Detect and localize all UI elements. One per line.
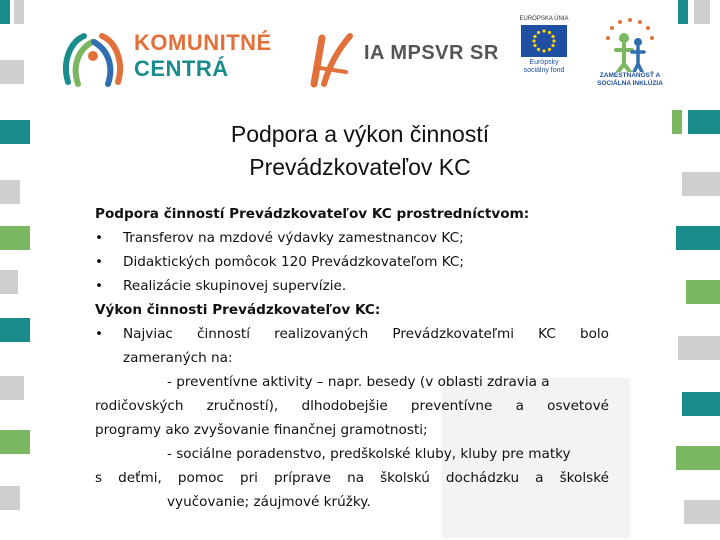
list-item xyxy=(95,274,609,298)
left-decor-stripes xyxy=(0,0,40,540)
social-line-1: - sociálne poradenstvo, predškolské kluby, kluby pre matky xyxy=(167,446,571,462)
stripe xyxy=(0,226,30,250)
stripe xyxy=(0,180,20,204)
stripe xyxy=(682,172,720,196)
section-heading: Výkon činnosti Prevádzkovateľov KC: xyxy=(95,302,381,318)
list-item-continuation: zameraných na: xyxy=(123,350,233,366)
hands-logo-icon xyxy=(58,22,128,92)
title-line-1: Podpora a výkon činností xyxy=(230,121,490,147)
right-decor-stripes xyxy=(672,0,720,540)
ia-mpsvr-logo xyxy=(300,28,500,88)
list-item-text: Najviac činností realizovaných Prevádzkovateľmi KC bolo xyxy=(123,326,609,342)
prevention-line-1: - preventívne aktivity – napr. besedy (v oblasti zdravia a xyxy=(167,374,550,390)
stripe xyxy=(688,110,720,134)
list-item xyxy=(95,250,609,274)
list-item-text: Transferov na mzdové výdavky zamestnancov KC; xyxy=(123,230,464,246)
slide-body xyxy=(95,202,609,514)
stripe xyxy=(678,0,688,24)
zsi-logo-text: ZAMESTNANOSŤ A SOCIÁLNA INKLÚZIA xyxy=(597,72,663,87)
stripe xyxy=(686,280,720,304)
stripe xyxy=(14,0,24,24)
bullet: • xyxy=(95,326,104,342)
social-line-2: s deťmi, pomoc pri príprave na školskú dochádzku a školské xyxy=(95,470,609,486)
title-line-2: Prevádzkovateľov KC xyxy=(249,154,471,180)
stripe xyxy=(678,336,720,360)
eu-caption: EURÓPSKA ÚNIA xyxy=(519,16,569,22)
kc-logo-line1: KOMUNITNÉ xyxy=(134,30,272,55)
stripe xyxy=(672,110,682,134)
list-item xyxy=(95,322,609,346)
ia-swoosh-icon xyxy=(300,28,356,88)
zamestnanost-inkluzia-logo xyxy=(590,14,670,92)
stripe xyxy=(0,486,20,510)
slide-title xyxy=(140,118,580,184)
stripe xyxy=(0,430,30,454)
bullet: • xyxy=(95,278,104,294)
stripe xyxy=(0,120,30,144)
esf-text: Európsky sociálny fond xyxy=(523,59,565,74)
stripe xyxy=(0,60,24,84)
ia-logo-text: IA MPSVR SR xyxy=(364,42,499,64)
kc-logo-line2: CENTRÁ xyxy=(134,56,229,81)
list-item xyxy=(95,226,609,250)
prevention-line-3: programy ako zvyšovanie finančnej gramotnosti; xyxy=(95,422,428,438)
stripe xyxy=(676,446,720,470)
list-item-text: Didaktických pomôcok 120 Prevádzkovateľom KC; xyxy=(123,254,464,270)
komunitne-centra-logo xyxy=(58,22,288,92)
stripe xyxy=(0,270,18,294)
stripe xyxy=(0,0,10,24)
bullet: • xyxy=(95,254,104,270)
stripe xyxy=(694,0,710,24)
stripe xyxy=(0,376,24,400)
eu-esf-logo xyxy=(518,16,570,88)
stripe xyxy=(682,392,720,416)
prevention-line-2: rodičovských zručností), dlhodobejšie preventívne a osvetové xyxy=(95,398,609,414)
social-line-3: vyučovanie; záujmové krúžky. xyxy=(167,494,371,510)
stripe xyxy=(0,318,30,342)
stripe xyxy=(684,500,720,524)
list-item-text: Realizácie skupinovej supervízie. xyxy=(123,278,347,294)
kc-logo-text xyxy=(134,30,272,82)
intro-heading: Podpora činností Prevádzkovateľov KC prostredníctvom: xyxy=(95,206,530,222)
bullet: • xyxy=(95,230,104,246)
people-stars-icon xyxy=(590,14,670,72)
eu-flag-icon xyxy=(521,25,567,57)
stripe xyxy=(676,226,720,250)
